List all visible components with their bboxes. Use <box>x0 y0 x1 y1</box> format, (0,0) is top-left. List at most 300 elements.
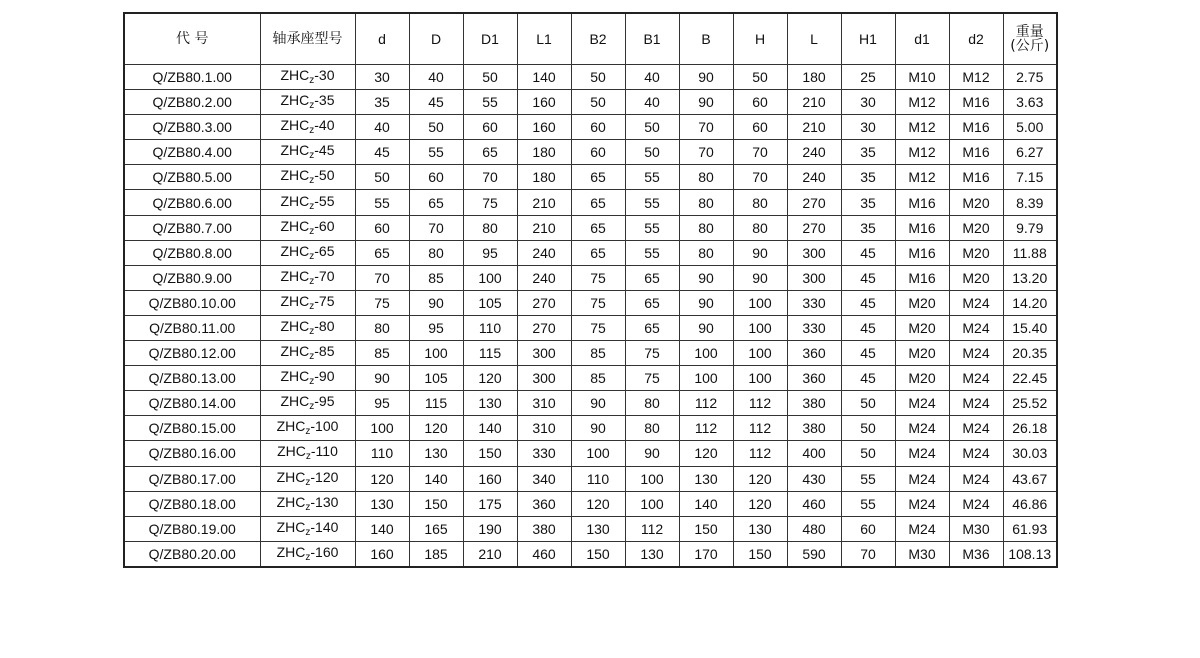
cell-D1: 70 <box>463 165 517 190</box>
table-row <box>124 441 1057 466</box>
cell-B1: 50 <box>625 140 679 165</box>
cell-d1: M24 <box>895 416 949 441</box>
cell-code: Q/ZB80.1.00 <box>124 65 260 90</box>
cell-H: 112 <box>733 441 787 466</box>
cell-bearing-model <box>260 391 355 416</box>
cell-L1: 180 <box>517 165 571 190</box>
cell-D: 40 <box>409 65 463 90</box>
model-size: -55 <box>314 192 335 209</box>
model-prefix: ZHC <box>277 443 306 460</box>
cell-B2: 110 <box>571 466 625 491</box>
model-subscript: z <box>309 250 315 262</box>
cell-H1: 45 <box>841 240 895 265</box>
cell-L: 380 <box>787 416 841 441</box>
cell-code: Q/ZB80.20.00 <box>124 541 260 567</box>
cell-B1: 55 <box>625 165 679 190</box>
cell-D1: 130 <box>463 391 517 416</box>
cell-d2: M20 <box>949 265 1003 290</box>
table-row <box>124 391 1057 416</box>
model-subscript: z <box>309 150 315 162</box>
cell-weight: 46.86 <box>1003 491 1057 516</box>
cell-H: 112 <box>733 391 787 416</box>
cell-D: 65 <box>409 190 463 215</box>
cell-code: Q/ZB80.11.00 <box>124 315 260 340</box>
cell-D: 165 <box>409 516 463 541</box>
cell-L1: 180 <box>517 140 571 165</box>
cell-B: 80 <box>679 215 733 240</box>
cell-H: 70 <box>733 165 787 190</box>
cell-L: 590 <box>787 541 841 567</box>
cell-B1: 112 <box>625 516 679 541</box>
cell-L: 240 <box>787 140 841 165</box>
cell-B2: 65 <box>571 240 625 265</box>
cell-d2: M24 <box>949 491 1003 516</box>
cell-L1: 210 <box>517 190 571 215</box>
cell-B2: 90 <box>571 391 625 416</box>
model-size: -90 <box>314 368 335 385</box>
cell-weight: 14.20 <box>1003 290 1057 315</box>
cell-L1: 340 <box>517 466 571 491</box>
cell-bearing-model <box>260 491 355 516</box>
cell-D: 45 <box>409 90 463 115</box>
cell-d1: M24 <box>895 391 949 416</box>
cell-D1: 210 <box>463 541 517 567</box>
cell-d1: M24 <box>895 466 949 491</box>
cell-L: 300 <box>787 240 841 265</box>
cell-B1: 55 <box>625 215 679 240</box>
model-size: -30 <box>314 67 335 84</box>
table-row <box>124 290 1057 315</box>
cell-L1: 330 <box>517 441 571 466</box>
cell-H: 90 <box>733 265 787 290</box>
cell-d2: M16 <box>949 140 1003 165</box>
cell-H1: 50 <box>841 441 895 466</box>
table-row <box>124 115 1057 140</box>
model-prefix: ZHC <box>276 418 306 435</box>
cell-H: 70 <box>733 140 787 165</box>
cell-D: 55 <box>409 140 463 165</box>
cell-B1: 65 <box>625 315 679 340</box>
cell-bearing-model <box>260 215 355 240</box>
cell-L: 330 <box>787 315 841 340</box>
cell-D: 130 <box>409 441 463 466</box>
cell-d1: M24 <box>895 516 949 541</box>
cell-d1: M20 <box>895 341 949 366</box>
cell-H1: 30 <box>841 90 895 115</box>
cell-weight: 25.52 <box>1003 391 1057 416</box>
cell-B1: 55 <box>625 190 679 215</box>
table-row <box>124 90 1057 115</box>
model-prefix: ZHC <box>280 343 310 360</box>
cell-code: Q/ZB80.6.00 <box>124 190 260 215</box>
model-size: -75 <box>314 292 335 309</box>
cell-D: 100 <box>409 341 463 366</box>
model-size: -85 <box>314 343 335 360</box>
cell-B2: 65 <box>571 165 625 190</box>
model-size: -80 <box>314 317 335 334</box>
cell-L: 360 <box>787 341 841 366</box>
model-subscript: z <box>309 275 315 287</box>
cell-H: 100 <box>733 315 787 340</box>
header-weight-unit: (公斤) <box>1010 38 1050 54</box>
cell-code: Q/ZB80.2.00 <box>124 90 260 115</box>
cell-L1: 310 <box>517 391 571 416</box>
cell-d2: M24 <box>949 441 1003 466</box>
cell-d: 100 <box>355 416 409 441</box>
cell-d2: M20 <box>949 190 1003 215</box>
cell-D: 185 <box>409 541 463 567</box>
cell-bearing-model <box>260 516 355 541</box>
cell-weight: 3.63 <box>1003 90 1057 115</box>
cell-d1: M16 <box>895 265 949 290</box>
table-row <box>124 416 1057 441</box>
model-subscript: z <box>305 551 311 563</box>
cell-B1: 80 <box>625 391 679 416</box>
table-header <box>124 13 1057 65</box>
model-prefix: ZHC <box>276 518 306 535</box>
model-prefix: ZHC <box>276 543 306 560</box>
model-size: -140 <box>310 518 339 535</box>
cell-B2: 65 <box>571 190 625 215</box>
cell-B: 90 <box>679 65 733 90</box>
header-B: B <box>679 13 733 65</box>
cell-D1: 110 <box>463 315 517 340</box>
cell-d: 80 <box>355 315 409 340</box>
table-row <box>124 240 1057 265</box>
cell-L: 460 <box>787 491 841 516</box>
header-D1: D1 <box>463 13 517 65</box>
header-L1: L1 <box>517 13 571 65</box>
cell-code: Q/ZB80.8.00 <box>124 240 260 265</box>
cell-weight: 2.75 <box>1003 65 1057 90</box>
model-prefix: ZHC <box>280 142 310 159</box>
model-size: -45 <box>314 142 335 159</box>
cell-H: 120 <box>733 491 787 516</box>
cell-L: 360 <box>787 366 841 391</box>
cell-d: 110 <box>355 441 409 466</box>
cell-L1: 270 <box>517 315 571 340</box>
cell-d: 75 <box>355 290 409 315</box>
model-prefix: ZHC <box>280 217 310 234</box>
table-body <box>124 65 1057 567</box>
model-size: -35 <box>314 92 335 109</box>
cell-weight: 8.39 <box>1003 190 1057 215</box>
model-prefix: ZHC <box>280 292 310 309</box>
cell-L: 270 <box>787 215 841 240</box>
cell-L1: 240 <box>517 265 571 290</box>
cell-L: 480 <box>787 516 841 541</box>
cell-H1: 55 <box>841 491 895 516</box>
model-subscript: z <box>309 376 315 388</box>
model-prefix: ZHC <box>280 393 310 410</box>
cell-D: 90 <box>409 290 463 315</box>
scan-artifact-line <box>560 566 1040 568</box>
cell-weight: 108.13 <box>1003 541 1057 567</box>
cell-B1: 100 <box>625 466 679 491</box>
cell-B2: 75 <box>571 290 625 315</box>
cell-B1: 130 <box>625 541 679 567</box>
cell-B: 80 <box>679 190 733 215</box>
cell-bearing-model <box>260 290 355 315</box>
cell-code: Q/ZB80.9.00 <box>124 265 260 290</box>
cell-B2: 85 <box>571 366 625 391</box>
model-subscript: z <box>309 200 315 212</box>
cell-H1: 45 <box>841 315 895 340</box>
model-subscript: z <box>309 225 315 237</box>
model-subscript: z <box>305 501 311 513</box>
cell-L1: 240 <box>517 240 571 265</box>
cell-H: 90 <box>733 240 787 265</box>
cell-B2: 130 <box>571 516 625 541</box>
cell-D: 60 <box>409 165 463 190</box>
cell-H1: 30 <box>841 115 895 140</box>
cell-H1: 45 <box>841 366 895 391</box>
cell-D1: 105 <box>463 290 517 315</box>
cell-L: 430 <box>787 466 841 491</box>
cell-bearing-model <box>260 190 355 215</box>
cell-B1: 80 <box>625 416 679 441</box>
cell-d2: M36 <box>949 541 1003 567</box>
model-subscript: z <box>309 300 315 312</box>
cell-d1: M20 <box>895 290 949 315</box>
cell-B2: 75 <box>571 315 625 340</box>
cell-weight: 30.03 <box>1003 441 1057 466</box>
cell-B: 120 <box>679 441 733 466</box>
spec-table <box>123 12 1058 568</box>
cell-code: Q/ZB80.15.00 <box>124 416 260 441</box>
cell-H1: 35 <box>841 215 895 240</box>
cell-d: 65 <box>355 240 409 265</box>
model-size: -40 <box>314 117 335 134</box>
cell-code: Q/ZB80.4.00 <box>124 140 260 165</box>
table-row <box>124 466 1057 491</box>
cell-D1: 95 <box>463 240 517 265</box>
cell-H1: 35 <box>841 140 895 165</box>
cell-d2: M20 <box>949 240 1003 265</box>
cell-D: 115 <box>409 391 463 416</box>
header-weight <box>1003 13 1057 65</box>
cell-weight: 5.00 <box>1003 115 1057 140</box>
cell-D1: 190 <box>463 516 517 541</box>
cell-weight: 43.67 <box>1003 466 1057 491</box>
cell-B: 90 <box>679 315 733 340</box>
model-subscript: z <box>309 175 315 187</box>
cell-L1: 380 <box>517 516 571 541</box>
cell-L: 210 <box>787 115 841 140</box>
cell-d2: M24 <box>949 466 1003 491</box>
cell-B: 100 <box>679 366 733 391</box>
cell-d1: M30 <box>895 541 949 567</box>
cell-L: 270 <box>787 190 841 215</box>
model-prefix: ZHC <box>280 267 310 284</box>
table-row <box>124 341 1057 366</box>
model-size: -100 <box>310 418 339 435</box>
cell-code: Q/ZB80.13.00 <box>124 366 260 391</box>
cell-L: 240 <box>787 165 841 190</box>
table-row <box>124 315 1057 340</box>
cell-B2: 150 <box>571 541 625 567</box>
cell-weight: 13.20 <box>1003 265 1057 290</box>
header-code: 代 号 <box>124 13 260 65</box>
cell-d2: M24 <box>949 290 1003 315</box>
table-row <box>124 215 1057 240</box>
cell-code: Q/ZB80.18.00 <box>124 491 260 516</box>
cell-H: 100 <box>733 290 787 315</box>
cell-code: Q/ZB80.10.00 <box>124 290 260 315</box>
cell-d: 95 <box>355 391 409 416</box>
table-row <box>124 541 1057 567</box>
cell-D: 120 <box>409 416 463 441</box>
cell-code: Q/ZB80.14.00 <box>124 391 260 416</box>
cell-weight: 22.45 <box>1003 366 1057 391</box>
cell-B: 70 <box>679 115 733 140</box>
cell-H: 120 <box>733 466 787 491</box>
model-size: -95 <box>314 393 335 410</box>
header-H1: H1 <box>841 13 895 65</box>
cell-weight: 11.88 <box>1003 240 1057 265</box>
cell-D: 85 <box>409 265 463 290</box>
cell-D1: 160 <box>463 466 517 491</box>
cell-H: 80 <box>733 190 787 215</box>
cell-L1: 310 <box>517 416 571 441</box>
cell-d: 140 <box>355 516 409 541</box>
model-subscript: z <box>309 125 315 137</box>
cell-D1: 100 <box>463 265 517 290</box>
cell-d1: M12 <box>895 115 949 140</box>
cell-H1: 45 <box>841 290 895 315</box>
table-row <box>124 165 1057 190</box>
table-row <box>124 491 1057 516</box>
cell-d2: M24 <box>949 366 1003 391</box>
cell-B1: 40 <box>625 90 679 115</box>
cell-B: 112 <box>679 391 733 416</box>
header-d1: d1 <box>895 13 949 65</box>
cell-code: Q/ZB80.19.00 <box>124 516 260 541</box>
cell-bearing-model <box>260 90 355 115</box>
model-subscript: z <box>305 526 311 538</box>
cell-D: 95 <box>409 315 463 340</box>
cell-D: 70 <box>409 215 463 240</box>
cell-D1: 60 <box>463 115 517 140</box>
cell-D: 140 <box>409 466 463 491</box>
cell-code: Q/ZB80.12.00 <box>124 341 260 366</box>
cell-d: 70 <box>355 265 409 290</box>
cell-d: 90 <box>355 366 409 391</box>
cell-H: 60 <box>733 90 787 115</box>
cell-B1: 50 <box>625 115 679 140</box>
cell-B2: 85 <box>571 341 625 366</box>
cell-d1: M12 <box>895 165 949 190</box>
cell-d: 85 <box>355 341 409 366</box>
model-subscript: z <box>305 476 311 488</box>
model-subscript: z <box>309 75 315 87</box>
cell-weight: 15.40 <box>1003 315 1057 340</box>
header-D: D <box>409 13 463 65</box>
cell-bearing-model <box>260 140 355 165</box>
cell-B: 70 <box>679 140 733 165</box>
model-prefix: ZHC <box>280 317 310 334</box>
header-B2: B2 <box>571 13 625 65</box>
model-subscript: z <box>305 451 311 463</box>
cell-B1: 40 <box>625 65 679 90</box>
cell-B: 90 <box>679 265 733 290</box>
cell-d: 45 <box>355 140 409 165</box>
model-subscript: z <box>309 401 315 413</box>
cell-B2: 50 <box>571 65 625 90</box>
cell-B: 90 <box>679 290 733 315</box>
cell-B2: 50 <box>571 90 625 115</box>
cell-d1: M20 <box>895 366 949 391</box>
header-B1: B1 <box>625 13 679 65</box>
cell-weight: 9.79 <box>1003 215 1057 240</box>
cell-H1: 45 <box>841 265 895 290</box>
header-L: L <box>787 13 841 65</box>
table-row <box>124 190 1057 215</box>
table-row <box>124 516 1057 541</box>
cell-d1: M16 <box>895 240 949 265</box>
cell-B: 140 <box>679 491 733 516</box>
cell-B1: 75 <box>625 366 679 391</box>
cell-B2: 60 <box>571 140 625 165</box>
cell-L1: 160 <box>517 90 571 115</box>
cell-B: 112 <box>679 416 733 441</box>
cell-d1: M12 <box>895 140 949 165</box>
cell-H1: 50 <box>841 416 895 441</box>
cell-H: 60 <box>733 115 787 140</box>
model-size: -65 <box>314 242 335 259</box>
cell-weight: 26.18 <box>1003 416 1057 441</box>
cell-bearing-model <box>260 65 355 90</box>
model-size: -70 <box>314 267 335 284</box>
cell-L1: 300 <box>517 366 571 391</box>
header-weight-label: 重量 <box>1015 24 1044 40</box>
cell-H1: 35 <box>841 190 895 215</box>
cell-bearing-model <box>260 466 355 491</box>
cell-B: 80 <box>679 240 733 265</box>
cell-L1: 300 <box>517 341 571 366</box>
cell-bearing-model <box>260 441 355 466</box>
cell-d1: M24 <box>895 491 949 516</box>
table-row <box>124 65 1057 90</box>
cell-bearing-model <box>260 315 355 340</box>
cell-d2: M12 <box>949 65 1003 90</box>
cell-L: 300 <box>787 265 841 290</box>
cell-code: Q/ZB80.17.00 <box>124 466 260 491</box>
cell-H1: 50 <box>841 391 895 416</box>
cell-B1: 55 <box>625 240 679 265</box>
cell-H: 50 <box>733 65 787 90</box>
cell-H1: 55 <box>841 466 895 491</box>
model-prefix: ZHC <box>280 92 310 109</box>
cell-H1: 70 <box>841 541 895 567</box>
model-size: -130 <box>310 493 339 510</box>
cell-D1: 75 <box>463 190 517 215</box>
cell-B2: 65 <box>571 215 625 240</box>
cell-H1: 25 <box>841 65 895 90</box>
cell-L1: 270 <box>517 290 571 315</box>
cell-H: 100 <box>733 366 787 391</box>
header-row <box>124 13 1057 65</box>
model-subscript: z <box>309 100 315 112</box>
cell-B2: 60 <box>571 115 625 140</box>
cell-B2: 120 <box>571 491 625 516</box>
cell-D1: 65 <box>463 140 517 165</box>
cell-d1: M24 <box>895 441 949 466</box>
cell-weight: 61.93 <box>1003 516 1057 541</box>
cell-d2: M20 <box>949 215 1003 240</box>
cell-B1: 65 <box>625 265 679 290</box>
cell-D: 105 <box>409 366 463 391</box>
